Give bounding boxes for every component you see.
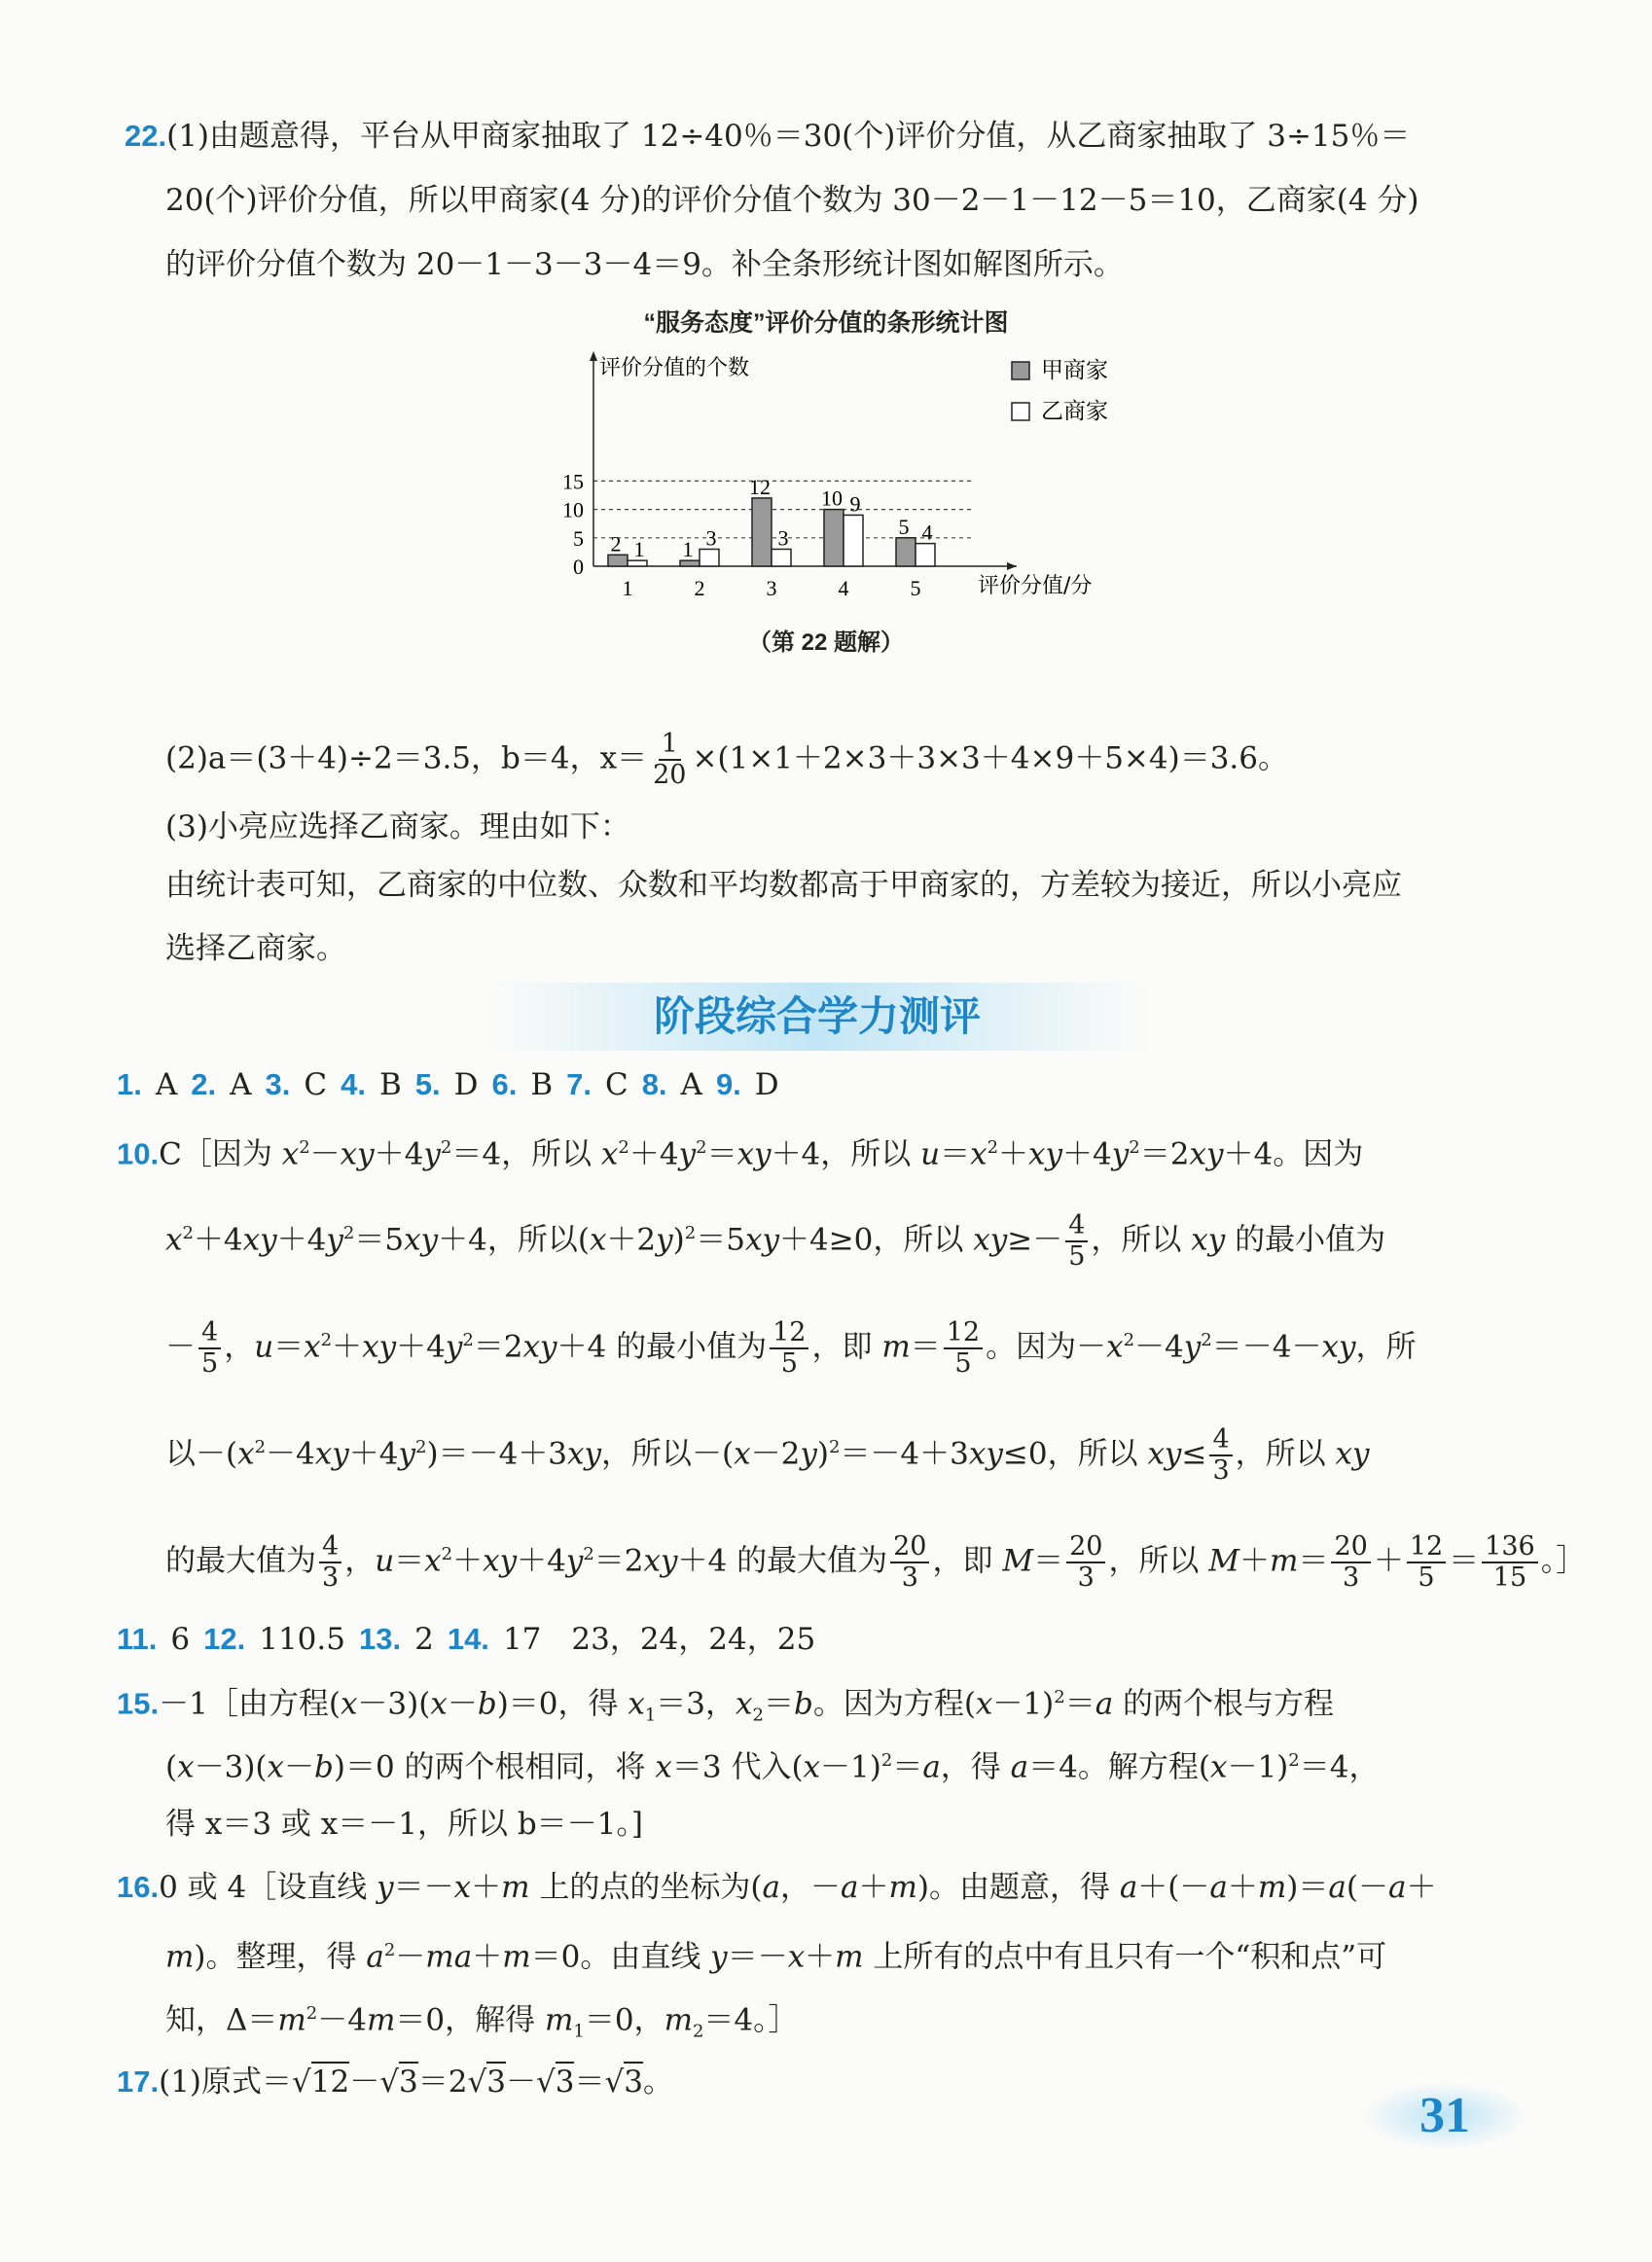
- bar-jia: [896, 538, 916, 566]
- answer: 17 23，24，24，25: [502, 1622, 816, 1657]
- q16-line-1: 16.0 或 4［设直线 y＝－x＋m 上的点的坐标为(a，－a＋m)。由题意，得 a＋(－a＋m)＝a(－a＋: [117, 1870, 1437, 1905]
- question-number: 2.: [191, 1067, 217, 1101]
- page-number: 31: [1362, 2082, 1527, 2150]
- q22-line-3: 的评价分值个数为 20－1－3－3－4＝9。补全条形统计图如解图所示。: [165, 247, 1124, 282]
- answer: C: [304, 1067, 328, 1102]
- y-tick-label: 10: [562, 497, 584, 522]
- question-number: 12.: [203, 1622, 246, 1656]
- section-title: 阶段综合学力测评: [486, 983, 1148, 1051]
- mcq-answer-7: [566, 1067, 628, 1102]
- x-tick-label: 5: [910, 576, 921, 600]
- bar-chart: [545, 341, 1129, 618]
- q15-line-3: 得 x＝3 或 x＝－1，所以 b＝－1。]: [165, 1807, 643, 1842]
- q10-line-1: 10.C［因为 $x^2-xy+4y^2=4$，所以 $x^2+4y^2=xy+4$，所以 $u=x^2+xy+4y^2=2xy+4$。因为: [117, 1136, 1364, 1172]
- q10-line-4: 以$-(x^2-4xy+4y^2)=-4+3xy$，所以$-(x-2y)^2=-4+3xy\le 0$，所以 xy≤ $\frac{4}{3}$ ，所以 xy: [165, 1424, 1370, 1486]
- answer: 2: [414, 1622, 434, 1657]
- legend-label: 甲商家: [1041, 358, 1108, 383]
- bar-yi: [916, 544, 935, 566]
- question-number: 22.: [125, 119, 167, 153]
- mcq-answer-5: [415, 1067, 479, 1102]
- fill-in-answers: [117, 1620, 829, 1659]
- x-tick-label: 3: [766, 576, 777, 600]
- x-axis-arrow: [1007, 562, 1017, 570]
- y-axis-arrow: [590, 351, 597, 361]
- bar-jia: [608, 555, 628, 566]
- fill-answer-1: [117, 1622, 190, 1657]
- data-label: 9: [849, 491, 861, 517]
- q10-line-3: － $\frac{4}{5}$ ，$u=x^2+xy+4y^2=2xy+4$ 的最小值为 $\frac{12}{5}$ ，即 m＝ $\frac{12}{5}$ 。因为$-x^2-4y^2=-4-xy$，所: [165, 1317, 1417, 1379]
- y-tick-label: 5: [573, 525, 584, 551]
- q22-part-3-line-2: 由统计表可知，乙商家的中位数、众数和平均数都高于甲商家的，方差较为接近，所以小亮应: [165, 868, 1402, 903]
- q10-line-2: $x^2+4xy+4y^2=5xy+4$，所以$(x+2y)^2=5xy+4\ge 0$，所以 xy≥－ $\frac{4}{5}$ ，所以 xy 的最小值为: [165, 1210, 1386, 1272]
- y-tick-label: 15: [562, 469, 584, 494]
- mcq-answer-3: [266, 1067, 328, 1102]
- bar-yi: [772, 549, 791, 566]
- question-number: 3.: [265, 1067, 291, 1101]
- q15-line-2: (x－3)(x－b)＝0 的两个根相同，将 x＝3 代入$(x-1)^2=a$，得 a＝4。解方程$(x-1)^2=4$，: [165, 1749, 1380, 1785]
- mcq-answer-9: [716, 1067, 779, 1102]
- q15-line-1: 15.－1［由方程(x－3)(x－b)＝0，得 $x_1=3$，$x_2=b$。因为方程$(x-1)^2=a$ 的两个根与方程: [117, 1686, 1335, 1726]
- mcq-answer-2: [191, 1067, 251, 1102]
- bar-yi: [844, 515, 863, 566]
- y-axis-label: 评价分值的个数: [599, 356, 750, 380]
- question-number: 8.: [641, 1067, 667, 1101]
- data-label: 3: [777, 525, 789, 551]
- chart-title: “服务态度”评价分值的条形统计图: [643, 309, 1009, 337]
- x-tick-label: 1: [622, 576, 633, 600]
- answer: D: [754, 1067, 779, 1102]
- data-label: 4: [921, 520, 933, 545]
- q16-line-3: 知，$\Delta=m^2-4m=0$，解得 $m_1=0$，$m_2=4$。］: [165, 2002, 799, 2042]
- legend-swatch: [1012, 362, 1029, 379]
- x-tick-label: 4: [838, 576, 849, 600]
- q22-part-2: (2)a＝(3＋4)÷2＝3.5，b＝4，x＝ $\frac{1}{20}$ ×(1×1＋2×3＋3×3＋4×9＋5×4)＝3.6。: [165, 729, 1289, 790]
- mcq-answer-8: [642, 1067, 702, 1102]
- answer: D: [453, 1067, 479, 1102]
- mcq-answer-4: [341, 1067, 402, 1102]
- question-number: 11.: [117, 1622, 158, 1656]
- question-number: 6.: [491, 1067, 518, 1101]
- answer: B: [530, 1067, 554, 1102]
- chart-caption: （第 22 题解）: [747, 629, 905, 656]
- question-number: 14.: [447, 1622, 489, 1656]
- question-number: 9.: [715, 1067, 741, 1101]
- data-label: 5: [898, 514, 910, 539]
- question-number: 5.: [414, 1067, 441, 1101]
- question-number: 4.: [341, 1067, 366, 1101]
- answer: A: [680, 1067, 702, 1102]
- answer: A: [155, 1067, 178, 1102]
- mcq-answer-1: [117, 1067, 177, 1102]
- q22-part-3-line-3: 选择乙商家。: [165, 931, 346, 966]
- y-tick-label: 0: [573, 555, 584, 579]
- x-tick-label: 2: [694, 576, 705, 600]
- bar-jia: [752, 498, 772, 566]
- answer: C: [604, 1067, 628, 1102]
- data-label: 2: [610, 531, 622, 557]
- answer: 6: [170, 1622, 191, 1657]
- fill-answer-2: [203, 1622, 345, 1657]
- x-axis-label: 评价分值/分: [978, 574, 1093, 598]
- data-label: 12: [749, 474, 771, 499]
- mcq-answers: [117, 1065, 793, 1104]
- question-number: 1.: [117, 1067, 142, 1101]
- data-label: 1: [682, 537, 694, 562]
- bar-jia: [824, 510, 844, 566]
- legend-swatch: [1012, 403, 1029, 420]
- answer: 110.5: [259, 1622, 345, 1657]
- bar-yi: [700, 549, 719, 566]
- data-label: 10: [821, 485, 843, 511]
- q17-line-1: 17.(1)原式＝√12－√3＝2√3－√3＝√3。: [117, 2063, 673, 2101]
- q22-line-1: 22.(1)由题意得，平台从甲商家抽取了 12÷40％＝30(个)评价分值，从乙商家抽取了 3÷15％＝: [125, 119, 1411, 154]
- q22-line-2: 20(个)评价分值，所以甲商家(4 分)的评价分值个数为 30－2－1－12－5＝10，乙商家(4 分): [165, 183, 1419, 218]
- question-number: 7.: [566, 1067, 592, 1101]
- q16-line-2: m)。整理，得 $a^2-ma+m=0$。由直线 y＝－x＋m 上所有的点中有且只有一个“积和点”可: [165, 1939, 1387, 1975]
- mcq-answer-6: [491, 1067, 553, 1102]
- answer: A: [230, 1067, 252, 1102]
- answer: B: [378, 1067, 402, 1102]
- fill-answer-4: [448, 1622, 815, 1657]
- data-label: 1: [633, 537, 645, 562]
- legend-label: 乙商家: [1041, 399, 1108, 424]
- question-number: 13.: [358, 1622, 402, 1656]
- q22-part-3: (3)小亮应选择乙商家。理由如下：: [165, 809, 630, 844]
- q10-line-5: 的最大值为 $\frac{4}{3}$ ，$u=x^2+xy+4y^2=2xy+4$ 的最大值为 $\frac{20}{3}$ ，即 M＝ $\frac{20}{3}$ ，所以 M＋m＝ $\frac{20}{3}$ ＋ $\frac{12}{5}$ ＝ $\frac{136}{15}$ 。］: [165, 1531, 1587, 1593]
- fill-answer-3: [359, 1622, 434, 1657]
- data-label: 3: [705, 525, 717, 551]
